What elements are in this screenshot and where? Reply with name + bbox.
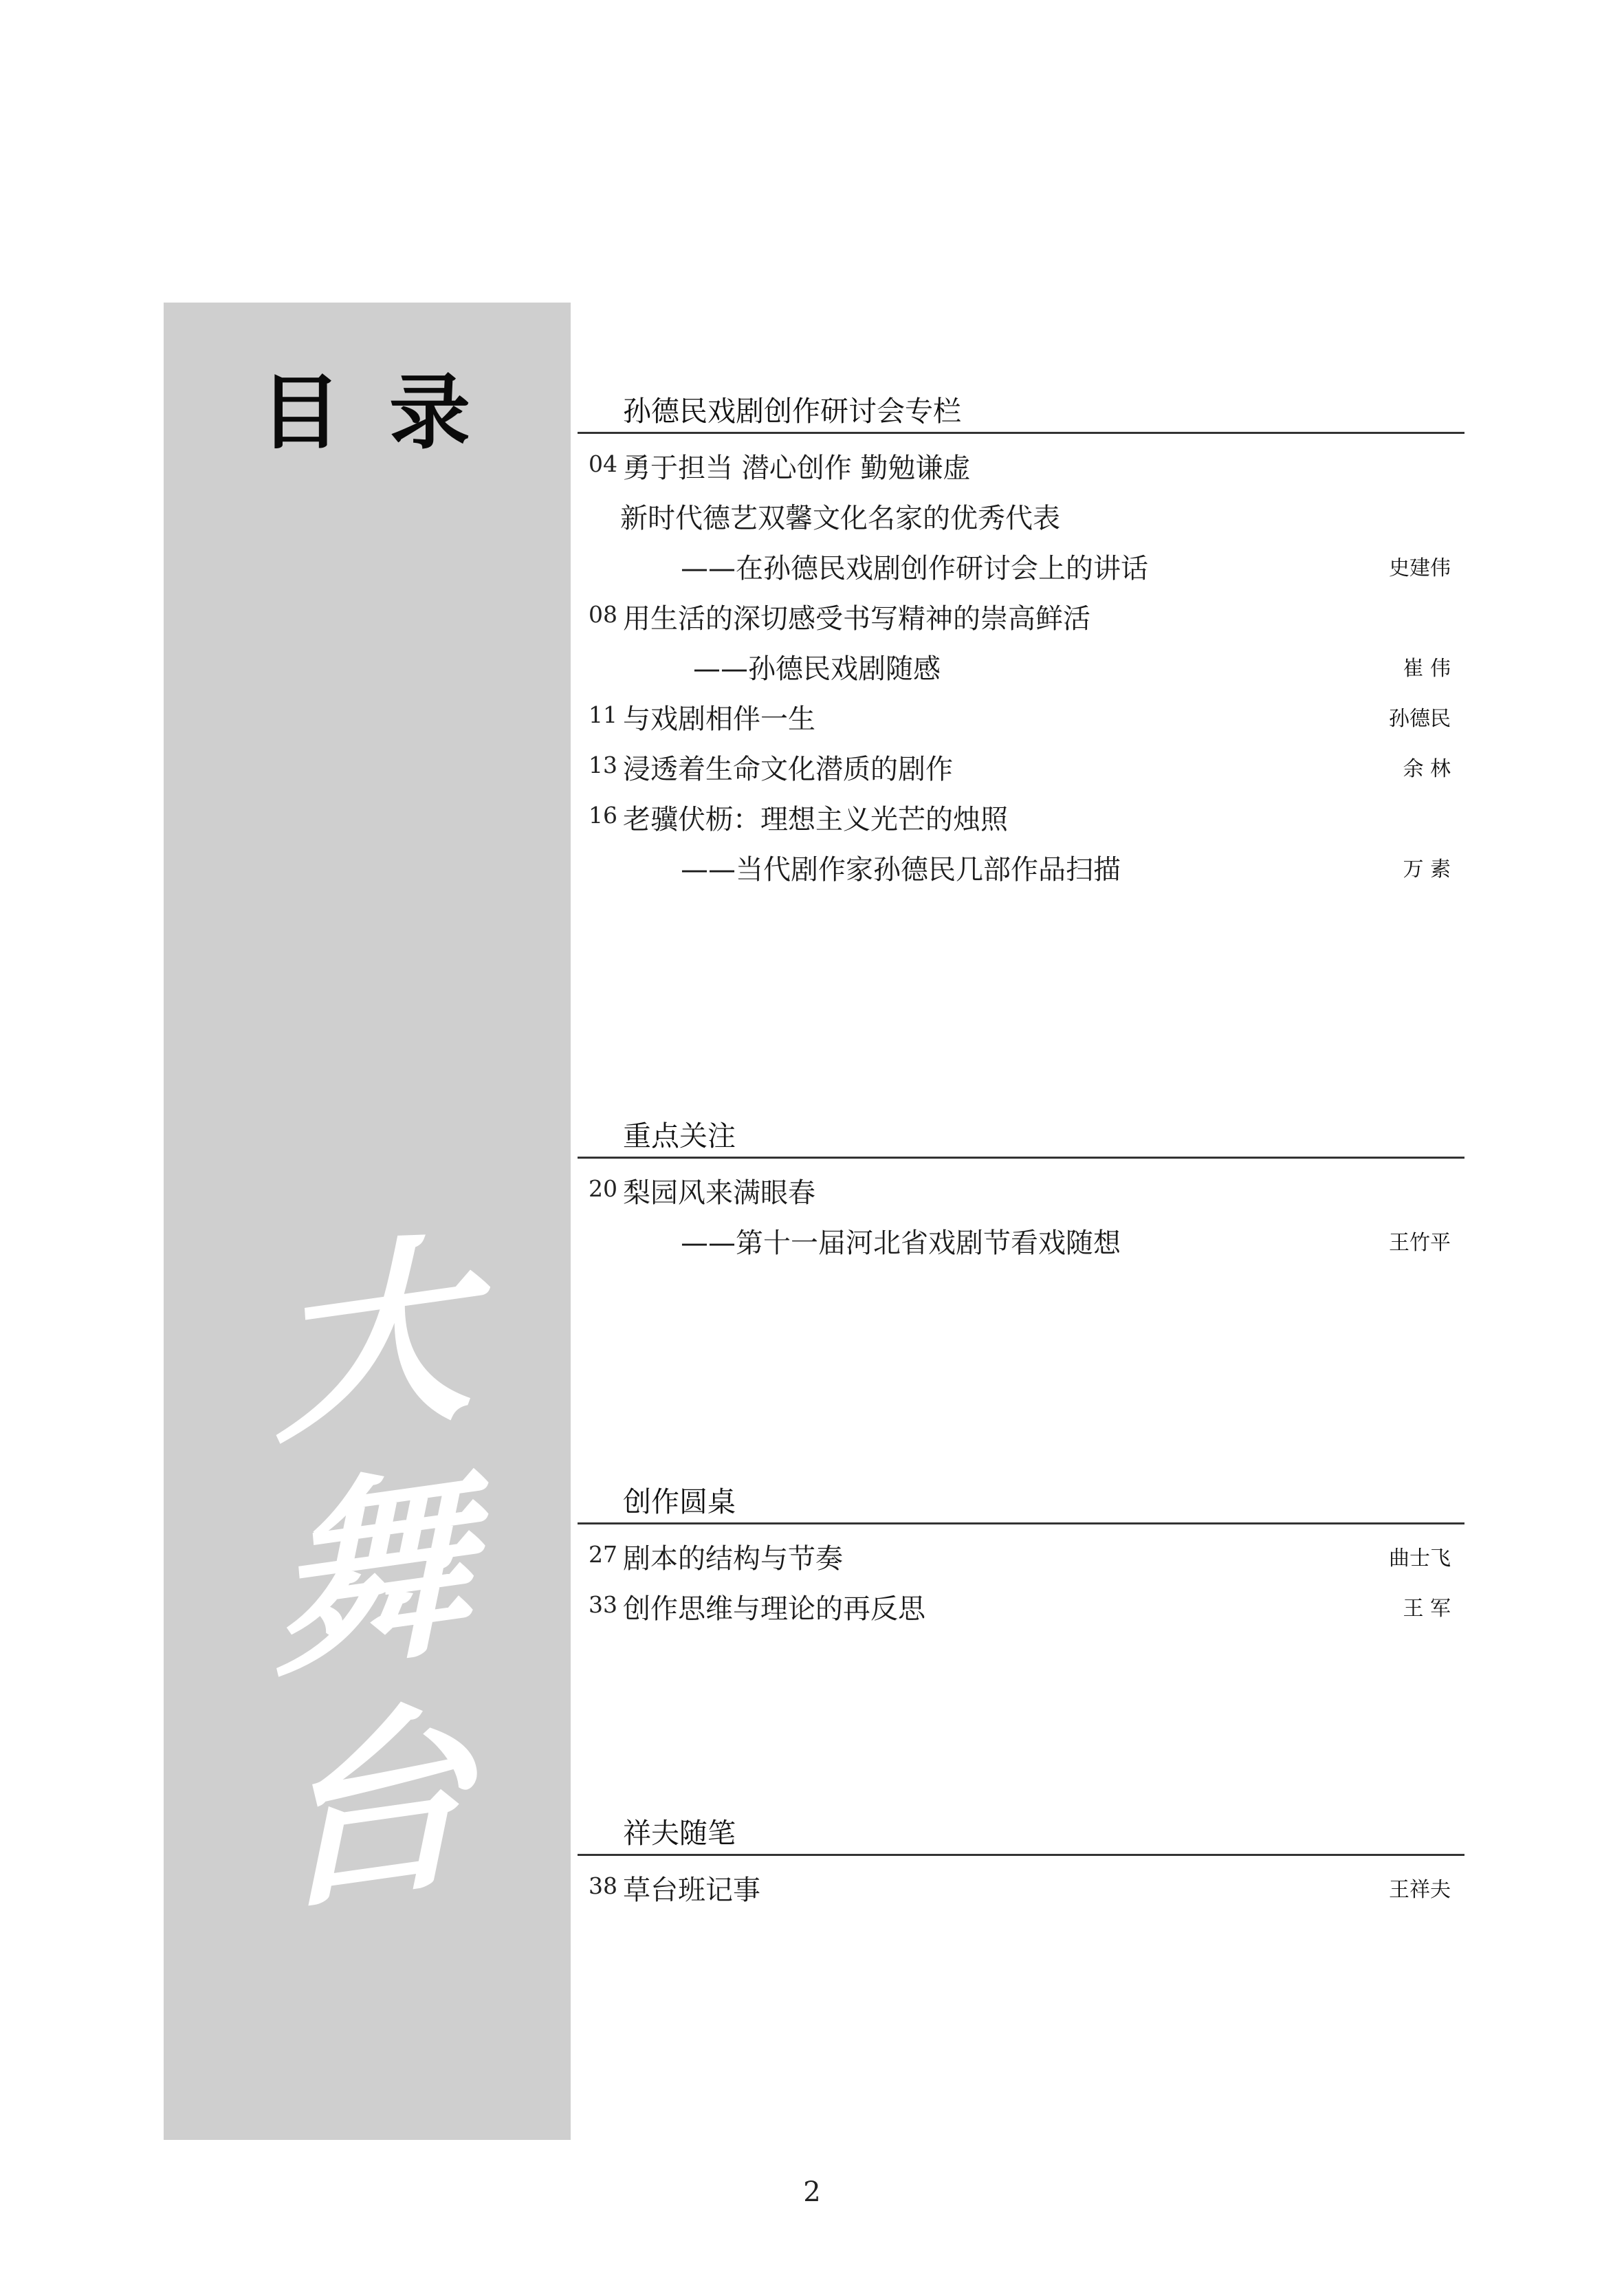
toc-section bbox=[578, 1107, 1464, 1265]
entry-title: 梨园风来满眼春 bbox=[623, 1177, 815, 1209]
entry-subtitle: ——在孙德民戏剧创作研讨会上的讲话 bbox=[681, 553, 1148, 584]
masthead-char: 大 bbox=[268, 1209, 474, 1473]
toc-entry[interactable] bbox=[578, 741, 1464, 791]
entry-title: 剧本的结构与节奏 bbox=[623, 1543, 843, 1575]
toc-heading: 目录 bbox=[260, 365, 519, 460]
entry-author: 余 林 bbox=[1403, 757, 1451, 781]
entry-title: 与戏剧相伴一生 bbox=[623, 703, 815, 735]
section-header bbox=[578, 1473, 1464, 1524]
entry-title: 创作思维与理论的再反思 bbox=[623, 1593, 925, 1625]
section-title: 孙德民戏剧创作研讨会专栏 bbox=[623, 395, 961, 428]
toc-entry[interactable] bbox=[578, 1861, 1464, 1912]
entry-author: 崔 伟 bbox=[1403, 657, 1451, 681]
entry-page-number: 38 bbox=[589, 1872, 617, 1899]
entry-subtitle: ——当代剧作家孙德民几部作品扫描 bbox=[681, 854, 1121, 886]
entry-author: 王竹平 bbox=[1389, 1231, 1451, 1255]
toc-entry[interactable] bbox=[578, 590, 1464, 640]
entry-author: 孙德民 bbox=[1389, 707, 1451, 731]
toc-entry[interactable] bbox=[578, 1164, 1464, 1214]
entry-page-number: 08 bbox=[589, 601, 617, 628]
toc-section bbox=[578, 1473, 1464, 1630]
masthead-char: 台 bbox=[268, 1676, 474, 1940]
entry-list bbox=[578, 1164, 1464, 1265]
section-header bbox=[578, 1107, 1464, 1159]
toc-entry-subtitle[interactable] bbox=[578, 540, 1464, 590]
entry-title: 勇于担当 潜心创作 勤勉谦虚 bbox=[623, 452, 971, 484]
masthead-char: 舞 bbox=[268, 1443, 474, 1707]
page-number: 2 bbox=[803, 2176, 821, 2208]
entry-title: 新时代德艺双馨文化名家的优秀代表 bbox=[620, 503, 1060, 534]
toc-entry[interactable] bbox=[578, 439, 1464, 490]
toc-entry-subtitle[interactable] bbox=[578, 841, 1464, 891]
entry-author: 史建伟 bbox=[1389, 556, 1451, 580]
toc-section bbox=[578, 1804, 1464, 1912]
toc-section bbox=[578, 382, 1464, 891]
section-header bbox=[578, 1804, 1464, 1856]
entry-title: 草台班记事 bbox=[623, 1874, 760, 1906]
entry-page-number: 27 bbox=[589, 1541, 617, 1568]
entry-page-number: 11 bbox=[589, 701, 617, 728]
entry-subtitle: ——孙德民戏剧随感 bbox=[693, 653, 941, 685]
section-title: 创作圆桌 bbox=[623, 1485, 736, 1518]
entry-title: 浸透着生命文化潜质的剧作 bbox=[623, 754, 953, 785]
entry-author: 王 军 bbox=[1403, 1597, 1451, 1621]
entry-list bbox=[578, 1861, 1464, 1912]
entry-page-number: 13 bbox=[589, 752, 617, 778]
entry-page-number: 20 bbox=[589, 1175, 617, 1202]
toc-entry[interactable] bbox=[578, 791, 1464, 841]
entry-author: 曲士飞 bbox=[1389, 1546, 1451, 1571]
entry-subtitle: ——第十一届河北省戏剧节看戏随想 bbox=[681, 1227, 1121, 1259]
toc-entry-subtitle[interactable] bbox=[578, 640, 1464, 690]
section-title: 祥夫随笔 bbox=[623, 1817, 736, 1850]
entry-author: 万 素 bbox=[1403, 857, 1451, 882]
masthead-logo bbox=[261, 1209, 481, 1940]
entry-page-number: 33 bbox=[589, 1591, 617, 1618]
entry-title: 老骥伏枥：理想主义光芒的烛照 bbox=[623, 804, 1008, 835]
toc-entry-continuation[interactable] bbox=[578, 490, 1464, 540]
entry-list bbox=[578, 1530, 1464, 1630]
toc-entry[interactable] bbox=[578, 690, 1464, 741]
toc-entry-subtitle[interactable] bbox=[578, 1214, 1464, 1265]
section-title: 重点关注 bbox=[623, 1119, 736, 1152]
entry-page-number: 04 bbox=[589, 450, 617, 477]
entry-author: 王祥夫 bbox=[1389, 1878, 1451, 1902]
entry-title: 用生活的深切感受书写精神的崇高鲜活 bbox=[623, 603, 1090, 635]
section-header bbox=[578, 382, 1464, 434]
toc-entry[interactable] bbox=[578, 1530, 1464, 1580]
entry-list bbox=[578, 439, 1464, 891]
entry-page-number: 16 bbox=[589, 802, 617, 829]
toc-entry[interactable] bbox=[578, 1580, 1464, 1630]
